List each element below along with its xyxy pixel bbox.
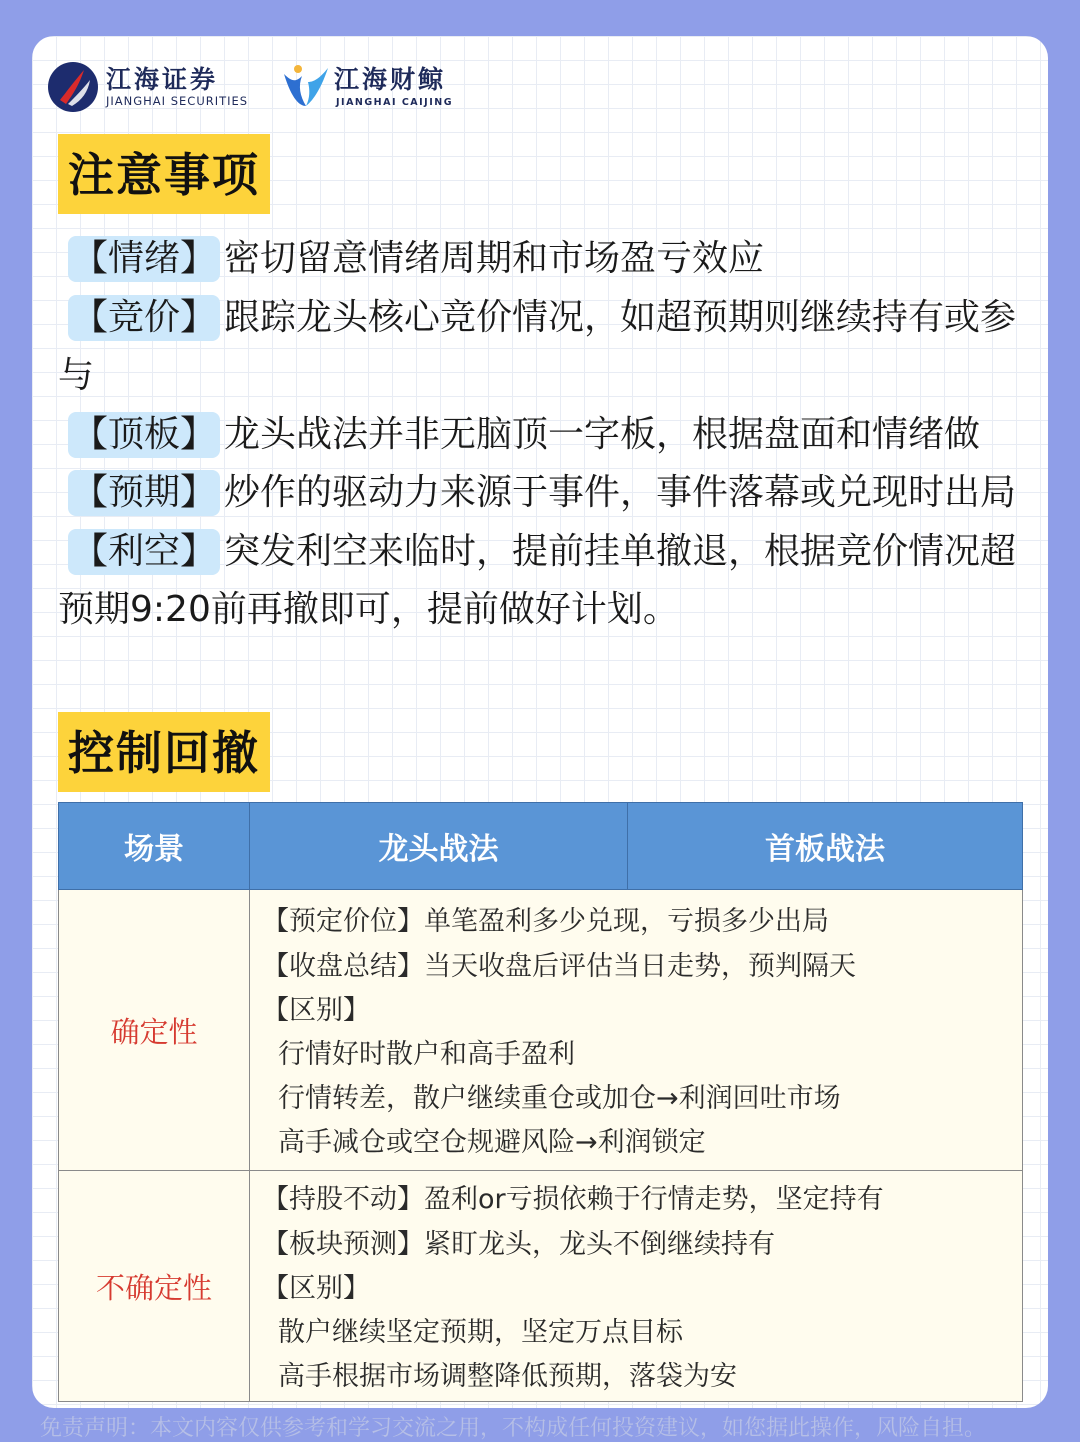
detail-line: 【预定价位】单笔盈利多少兑现，亏损多少出局 [262, 906, 829, 938]
note-text: 龙头战法并非无脑顶一字板，根据盘面和情绪做 [224, 413, 981, 455]
note-tag: 【预期】 [68, 470, 220, 516]
detail-cell [250, 890, 1023, 1171]
logo-a-chinese-name: 江海证券 [106, 65, 219, 94]
drawdown-table [58, 802, 1023, 1402]
logo-a-english-name: JIANGHAI SECURITIES [106, 94, 249, 108]
detail-cell [250, 1171, 1023, 1402]
note-item-bidding [58, 289, 1038, 406]
table-row [59, 890, 1023, 1171]
note-text: 密切留意情绪周期和市场盈亏效应 [224, 238, 765, 279]
detail-line: 【区别】 [262, 1272, 370, 1304]
note-tag: 【利空】 [68, 529, 220, 575]
jianghai-caijing-logo [278, 56, 488, 116]
detail-line: 【区别】 [262, 994, 370, 1026]
scene-cell: 确定性 [59, 890, 250, 1171]
table-header-row [59, 803, 1023, 890]
disclaimer-text: 免责声明：本文内容仅供参考和学习交流之用，不构成任何投资建议，如您据此操作，风险自担。 [40, 1416, 987, 1441]
note-tag: 【竞价】 [68, 295, 220, 341]
control-section-title: 控制回撤 [58, 712, 270, 792]
note-item-bad-news [58, 523, 1038, 640]
logo-row [46, 56, 486, 116]
detail-line: 高手根据市场调整降低预期，落袋为安 [278, 1361, 737, 1393]
header-scene: 场景 [59, 803, 250, 890]
logo-b-english-name: JIANGHAI CAIJING [336, 97, 453, 108]
table-row [59, 1171, 1023, 1402]
logo-b-chinese-name: 江海财鲸 [334, 65, 447, 94]
detail-line: 【收盘总结】当天收盘后评估当日走势，预判隔天 [262, 950, 856, 982]
note-text: 跟踪龙头核心竞价情况，如超预期则继续持有或参与 [58, 296, 1017, 396]
detail-line: 【持股不动】盈利or亏损依赖于行情走势，坚定持有 [262, 1184, 884, 1216]
detail-line: 【板块预测】紧盯龙头，龙头不倒继续持有 [262, 1228, 775, 1260]
note-text: 炒作的驱动力来源于事件，事件落幕或兑现时出局 [224, 472, 1017, 513]
content-card [32, 36, 1048, 1408]
jianghai-caijing-whale-icon [278, 60, 332, 114]
detail-line: 行情好时散户和高手盈利 [278, 1039, 575, 1070]
detail-line: 高手减仓或空仓规避风险→利润锁定 [278, 1127, 706, 1159]
note-item-emotion [58, 230, 1038, 289]
note-tag: 【情绪】 [68, 236, 220, 282]
header-first-board-strategy: 首板战法 [628, 803, 1023, 890]
detail-line: 散户继续坚定预期，坚定万点目标 [278, 1317, 683, 1349]
notes-section-title: 注意事项 [58, 134, 270, 214]
note-text: 突发利空来临时，提前挂单撤退，根据竞价情况超预期9:20前再撤即可，提前做好计划。 [58, 530, 1017, 630]
scene-cell: 不确定性 [59, 1171, 250, 1402]
notes-list [58, 230, 1038, 640]
note-item-top-board [58, 406, 1038, 465]
jianghai-securities-logo [46, 56, 276, 116]
detail-line: 行情转差，散户继续重仓或加仓→利润回吐市场 [278, 1083, 841, 1115]
note-tag: 【顶板】 [68, 412, 220, 458]
note-item-expectation [58, 464, 1038, 523]
jianghai-securities-emblem-icon [46, 60, 100, 114]
header-leader-strategy: 龙头战法 [250, 803, 628, 890]
